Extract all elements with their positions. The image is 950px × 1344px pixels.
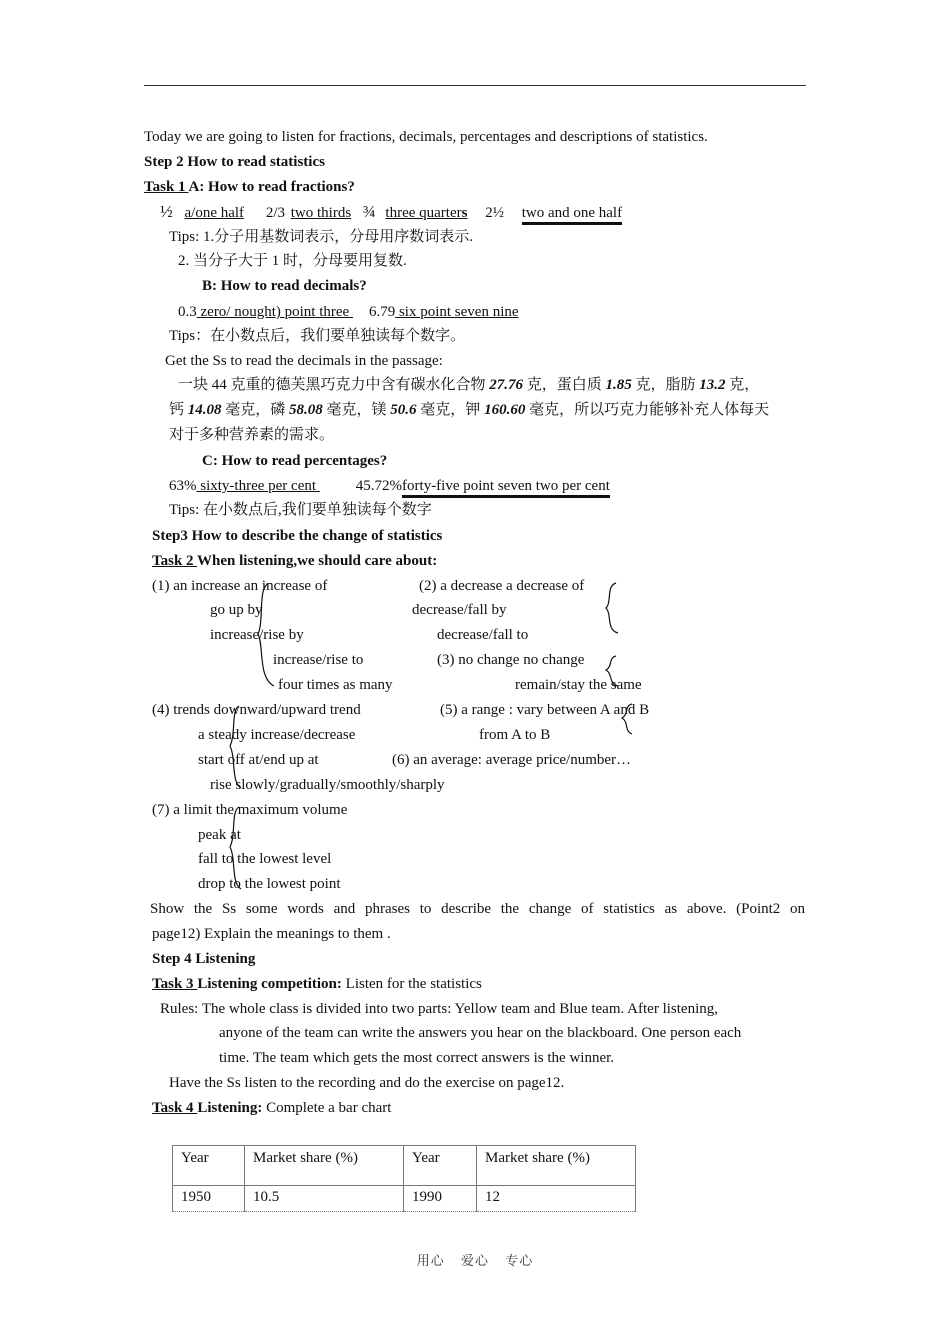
passage-line-1 [178, 376, 759, 394]
tips-2: 2. 当分子大于 1 时，分母要用复数. [178, 253, 407, 269]
passage-text: 毫克，钾 [416, 402, 485, 418]
passage-text: 毫克，所以巧克力能够补充人体每天 [525, 402, 770, 418]
passage-line-3: 对于多种营养素的需求。 [169, 427, 335, 443]
task1-title: A: How to read fractions? [188, 179, 355, 195]
table-cell: 12 [477, 1186, 636, 1212]
phrase-6-head: (6) an average: average price/number… [392, 752, 632, 768]
phrase-4-c: rise slowly/gradually/smoothly/sharply [210, 777, 445, 793]
footer-text: 爱心 [460, 1253, 489, 1268]
phrase-3-a: remain/stay the same [515, 677, 642, 693]
tips-1: Tips: 1.分子用基数词表示，分母用序数词表示. [169, 229, 474, 245]
fraction-reading: a/one half [184, 205, 245, 221]
passage-value: 13.2 [699, 377, 726, 393]
passage-text: 一块 44 克重的德芙黑巧克力中含有碳水化合物 [178, 377, 490, 393]
decimal-reading: six point seven nine [395, 304, 519, 320]
passage-value: 58.08 [289, 402, 323, 418]
table-cell: 1950 [173, 1186, 245, 1212]
fractions-line [160, 203, 622, 225]
phrase-7-a: peak at [198, 827, 241, 843]
phrase-2-head: (2) a decrease a decrease of [419, 578, 585, 594]
footer-text: 用心 [416, 1253, 445, 1268]
decimals-line [178, 303, 519, 321]
phrase-1-d: four times as many [278, 677, 393, 693]
percentage-reading: forty-five point seven two per cent [402, 478, 610, 498]
task2-label: Task 2 [152, 553, 198, 569]
rules-line-1: Rules: The whole class is divided into two parts: Yellow team and Blue team. After listening, [160, 1001, 718, 1017]
percentage-number: 45.72% [355, 478, 403, 494]
left-brace-icon [600, 653, 624, 689]
left-brace-icon [618, 701, 638, 737]
phrase-3-head: (3) no change no change [437, 652, 585, 668]
phrase-2-a: decrease/fall by [412, 602, 507, 618]
tips-3: Tips：在小数点后，我们要单独读每个数字。 [169, 328, 466, 344]
passage-line-2 [169, 401, 769, 419]
left-brace-icon [600, 580, 624, 636]
fraction-symbol: ¾ [362, 202, 376, 221]
step3-title: Step3 How to describe the change of statistics [152, 528, 443, 544]
step2-title: Step 2 How to read statistics [144, 154, 325, 170]
show-line-1: Show the Ss some words and phrases to describe the change of statistics as above. (Point2 on [150, 901, 805, 917]
rules-line-3: time. The team which gets the most correct answers is the winner. [219, 1050, 615, 1066]
page-footer [0, 1250, 950, 1269]
footer-text: 专心 [505, 1253, 534, 1268]
percentages-title: C: How to read percentages? [202, 453, 388, 469]
task4-heading [152, 1099, 391, 1117]
phrase-4-head: (4) trends downward/upward trend [152, 702, 361, 718]
decimal-number: 6.79 [368, 304, 396, 320]
left-brace-icon [225, 805, 247, 891]
decimal-number: 0.3 [178, 304, 197, 320]
task4-label: Task 4 [152, 1100, 198, 1116]
task4-title: Listening: [197, 1100, 263, 1116]
table-header-row [173, 1146, 636, 1186]
fraction-reading: two and one half [522, 205, 622, 225]
rules-line-2: anyone of the team can write the answers you hear on the blackboard. One person each [219, 1025, 742, 1041]
phrase-5-head: (5) a range : vary between A and B [440, 702, 650, 718]
table-header-cell: Market share (%) [245, 1146, 404, 1186]
phrase-2-b: decrease/fall to [437, 627, 529, 643]
table-cell: 10.5 [245, 1186, 404, 1212]
table-header-cell: Year [404, 1146, 477, 1186]
passage-text: 毫克，镁 [322, 402, 391, 418]
phrase-7-b: fall to the lowest level [198, 851, 332, 867]
phrase-1-c: increase/rise to [273, 652, 364, 668]
fraction-symbol: 2½ [485, 205, 504, 221]
task1-heading [144, 178, 355, 196]
percentage-reading: sixty-three per cent [196, 478, 320, 494]
task1-label: Task 1 [144, 179, 189, 195]
passage-value: 160.60 [484, 402, 526, 418]
show-line-2: page12) Explain the meanings to them . [152, 926, 391, 942]
passage-text: 克， [725, 377, 760, 393]
percentage-number: 63% [169, 478, 197, 494]
decimal-reading: zero/ nought) point three [196, 304, 353, 320]
table-header-cell: Year [173, 1146, 245, 1186]
passage-text: 钙 [169, 402, 188, 418]
phrase-4-b: start off at/end up at [198, 752, 319, 768]
market-share-table [172, 1145, 636, 1212]
header-rule [144, 85, 806, 86]
fraction-suffix: s [461, 205, 468, 221]
fraction-reading: three quarter [385, 205, 462, 221]
decimals-title: B: How to read decimals? [202, 278, 367, 294]
task4-rest: Complete a bar chart [262, 1100, 392, 1116]
fraction-reading: two thirds [290, 205, 352, 221]
phrase-1-head: (1) an increase an increase of [152, 578, 328, 594]
tips-4: Tips: 在小数点后,我们要单独读每个数字 [169, 502, 432, 518]
task3-heading [152, 975, 482, 993]
have-line: Have the Ss listen to the recording and do the exercise on page12. [169, 1075, 565, 1091]
left-brace-icon [250, 582, 280, 690]
task2-heading [152, 552, 437, 570]
task2-title: When listening,we should care about: [197, 553, 438, 569]
phrase-4-a: a steady increase/decrease [198, 727, 356, 743]
phrase-7-c: drop to the lowest point [198, 876, 341, 892]
fraction-symbol: ½ [160, 202, 173, 221]
passage-text: 克，脂肪 [631, 377, 700, 393]
table-row [173, 1186, 636, 1212]
passage-value: 1.85 [605, 377, 632, 393]
passage-intro: Get the Ss to read the decimals in the passage: [165, 353, 443, 369]
passage-value: 27.76 [489, 377, 524, 393]
phrase-7-head: (7) a limit the maximum volume [152, 802, 348, 818]
intro-text: Today we are going to listen for fractions, decimals, percentages and descriptions of statistics. [144, 129, 708, 145]
fraction-symbol: 2/3 [265, 205, 285, 221]
table-cell: 1990 [404, 1186, 477, 1212]
passage-value: 50.6 [390, 402, 417, 418]
task3-title: Listening competition: [197, 976, 342, 992]
task3-label: Task 3 [152, 976, 198, 992]
table-header-cell: Market share (%) [477, 1146, 636, 1186]
passage-text: 毫克，磷 [221, 402, 290, 418]
passage-value: 14.08 [187, 402, 222, 418]
passage-text: 克，蛋白质 [523, 377, 606, 393]
task3-rest: Listen for the statistics [341, 976, 482, 992]
phrase-5-a: from A to B [479, 727, 551, 743]
phrase-1-b: increase/rise by [210, 627, 304, 643]
left-brace-icon [225, 704, 247, 790]
percentages-line [169, 477, 610, 498]
step4-title: Step 4 Listening [152, 951, 256, 967]
phrase-1-a: go up by [210, 602, 263, 618]
